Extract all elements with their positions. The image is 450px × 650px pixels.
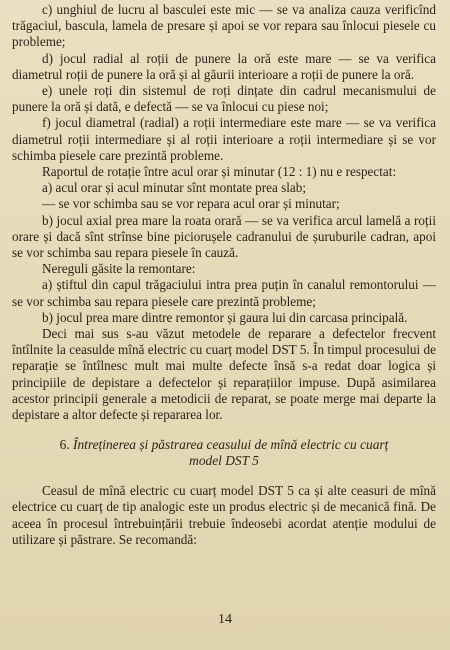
section-title-line2: model DST 5	[189, 453, 259, 469]
paragraph-b-crown-play: b) jocul prea mare dintre remontor și gaura lui din carcasa principală.	[42, 309, 408, 325]
section-title-line1: Întreținerea și păstrarea ceasului de mînă electric cu cuarț	[73, 437, 389, 453]
paragraph-summary: Deci mai sus s-au văzut metodele de reparare a defectelor frecvent întîlnite la ceasulde mînă electric cu cuarț model DST 5. În timpul procesului de reparație se întîlnesc mult mai multe defecte însă s-a redat doar logica și principiile de depistare a defectelor și reparațiilor impuse. După asimilarea acestor principii generale a metodicii de reparat, se poate merge mai departe la depistare a altor defecte și repararea lor.	[12, 326, 436, 423]
page-number: 14	[218, 612, 232, 627]
paragraph-e-wheel-system: e) unele roți din sistemul de roți dințate din cadrul mecanismului de punere la oră și dată, e defectă — se va înlocui cu piese noi;	[12, 83, 436, 115]
paragraph-d-setting-wheel: d) jocul radial al roții de punere la oră este mare — se va verifica diametrul roții de punere la oră și al găurii interioare a roții de punere la oră.	[12, 50, 436, 82]
body-text	[12, 2, 436, 548]
paragraph-replace-hands: — se vor schimba sau se vor repara acul orar și minutar;	[42, 196, 340, 212]
paragraph-maintenance-intro: Ceasul de mînă electric cu cuarț model DST 5 ca și alte ceasuri de mînă electrice cu cuarț de tip analogic este un produs electric și de mecanică fină. De aceea în procesul întrebuințării trebuie îndeosebi acordat atenție modului de utilizare și păstrare. Se recomandă:	[12, 483, 436, 547]
paragraph-f-intermediate-wheel: f) jocul diametral (radial) a roții intermediare este mare — se va verifica diametrul roții intermediare și al roții interioare a roții intermediare și se vor schimba piesele care prezintă probleme.	[12, 115, 436, 163]
paragraph-a-pin: a) știftul din capul trăgaciului intra prea puțin în canalul remontorului — se vor schimba sau repara piesele care prezintă probleme;	[12, 277, 436, 309]
paragraph-rotation-ratio: Raportul de rotație între acul orar și minutar (12 : 1) nu e respectat:	[42, 164, 397, 180]
paragraph-winding-issues: Nereguli găsite la remontare:	[42, 261, 196, 277]
paragraph-b-axial-play: b) jocul axial prea mare la roata orară — se va verifica arcul lamelă a roții orare și dacă sînt strînse bine piciorușele cadranului de șuruburile cadran, apoi se vor schimba sau repara piesele în cauză.	[12, 212, 436, 261]
section-number: 6.	[59, 437, 70, 453]
paragraph-c-swing-angle: c) unghiul de lucru al basculei este mic — se va analiza cauza verificînd trăgaciul, bascula, lamela de presare și apoi se vor repara sau înlocui piesele cu probleme;	[12, 2, 436, 50]
paragraph-a-hands-loose: a) acul orar și acul minutar sînt montate prea slab;	[42, 180, 307, 196]
section-heading	[12, 437, 436, 453]
